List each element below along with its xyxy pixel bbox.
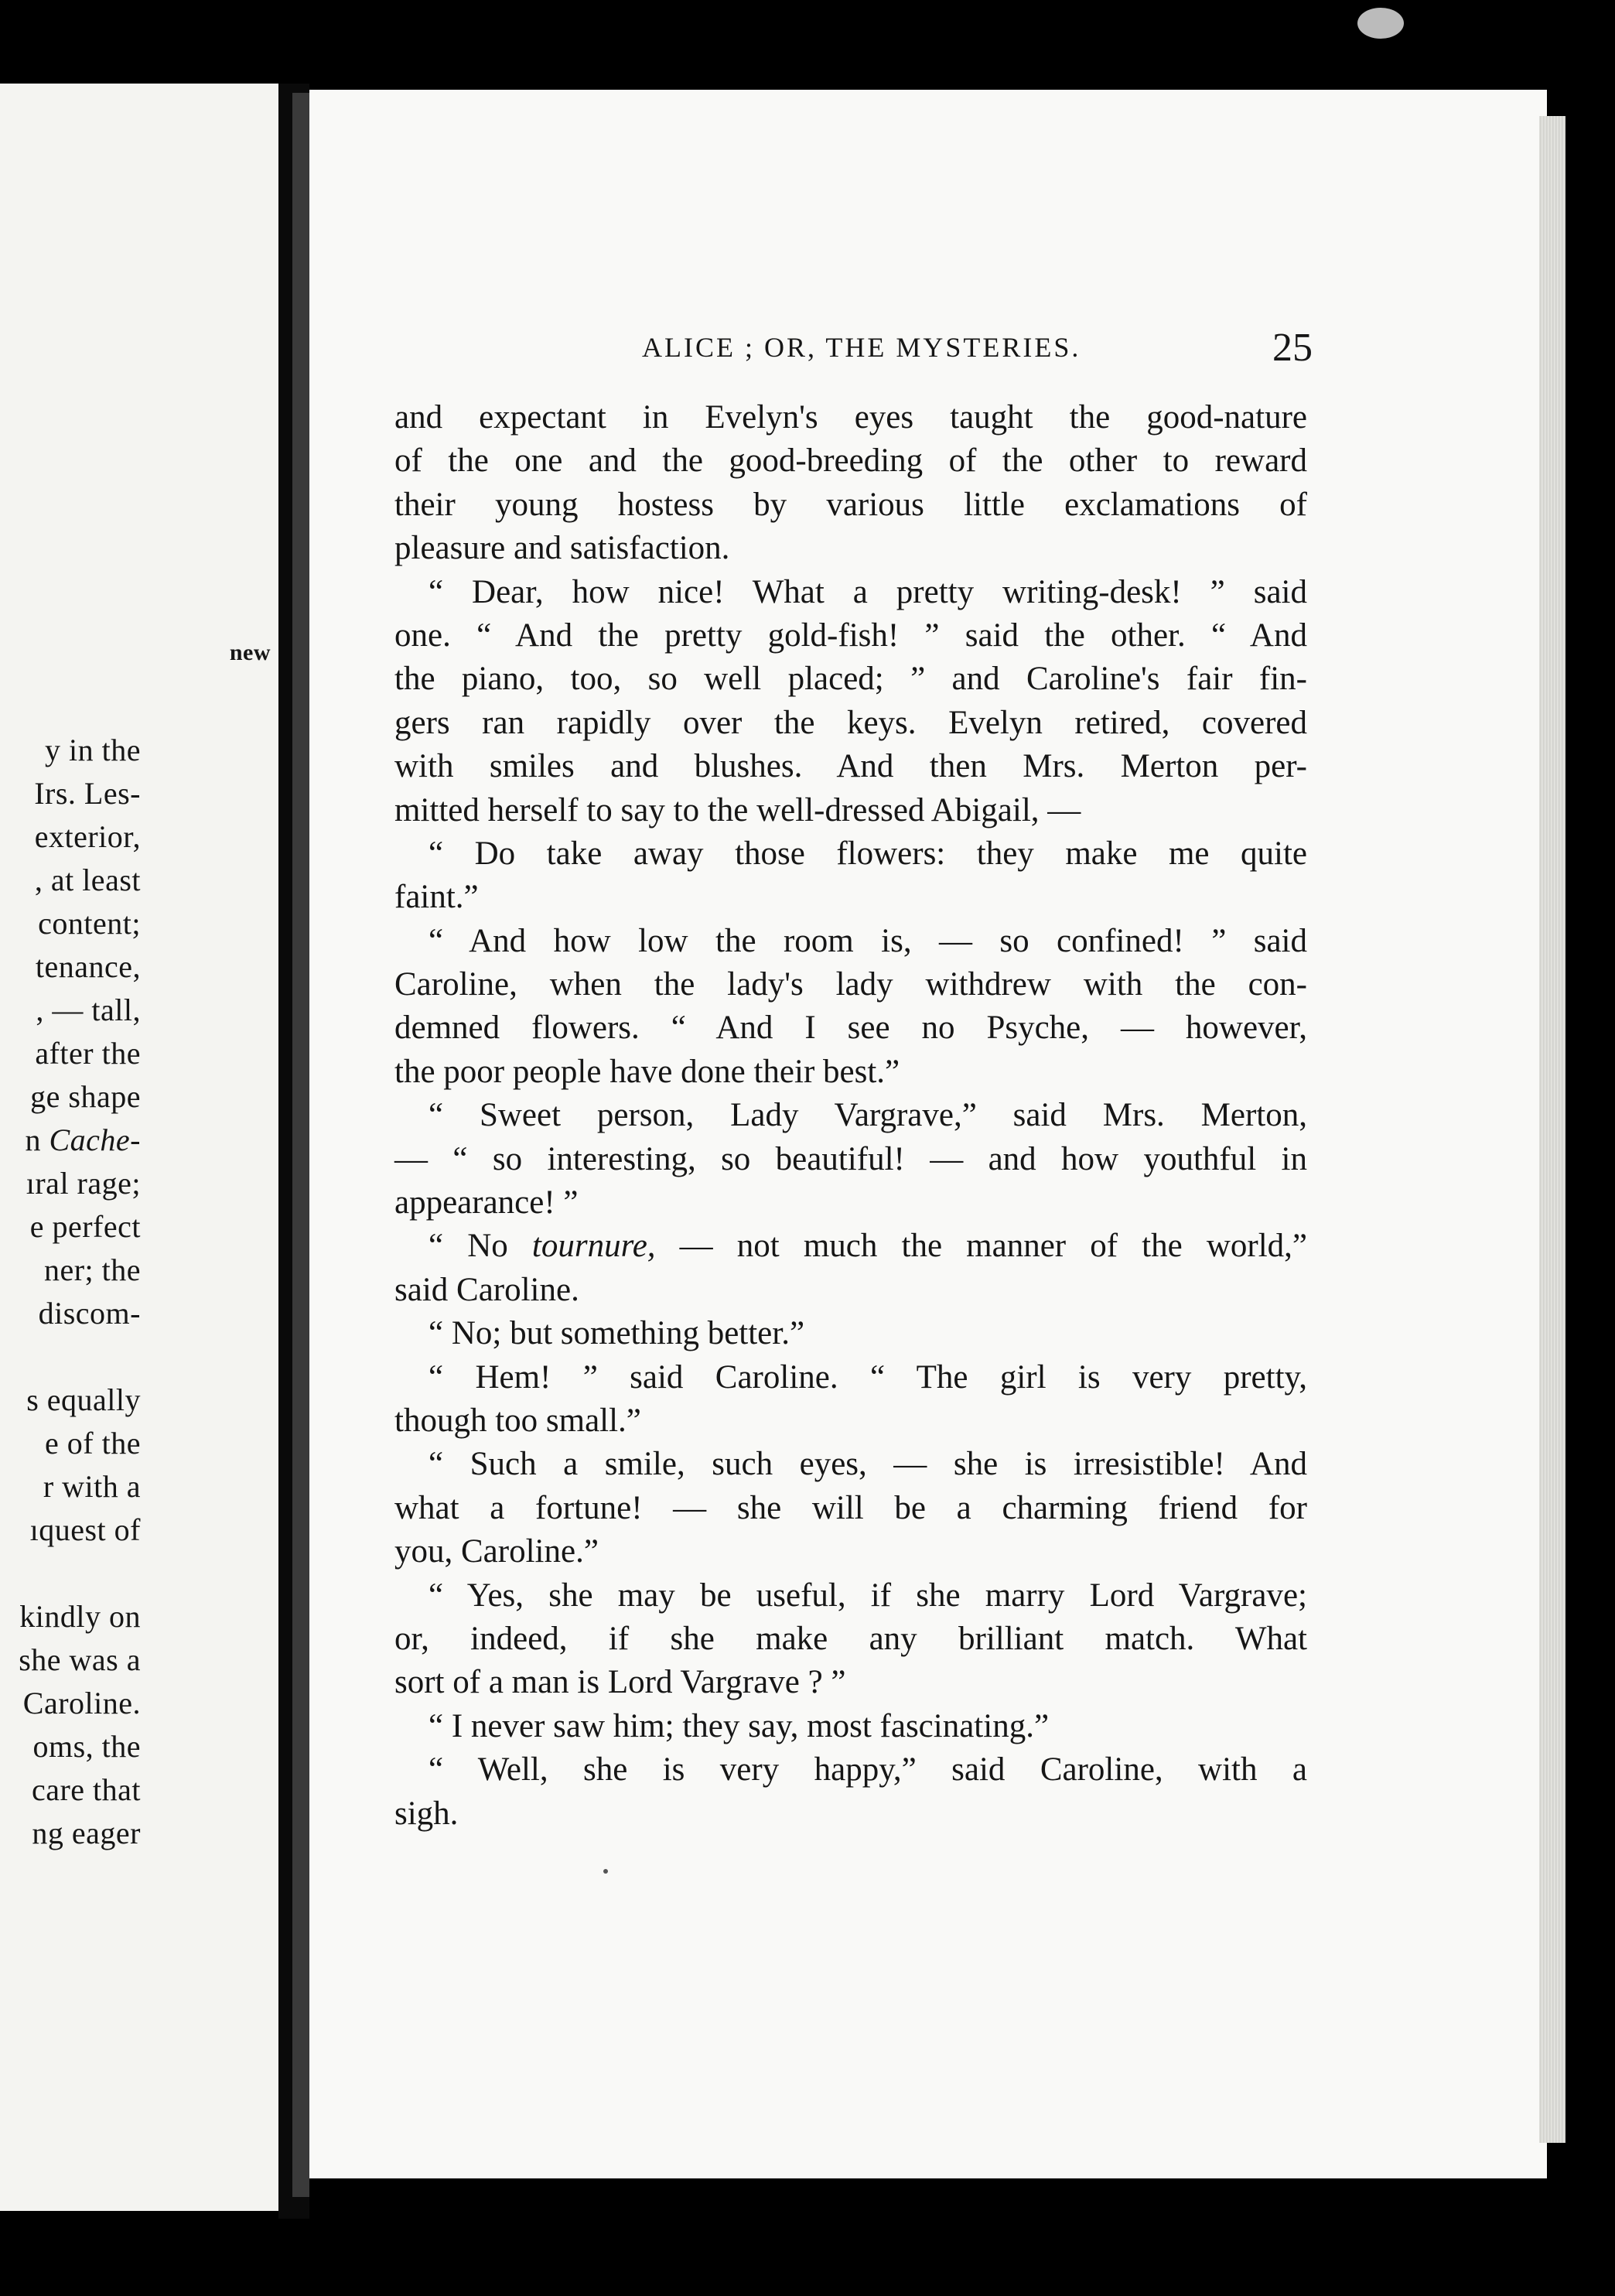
left-page-line: ge shape	[30, 1079, 141, 1114]
text-line: the poor people have done their best.”	[394, 1053, 900, 1090]
left-page-line: y in the	[45, 733, 141, 767]
text-line: “ Sweet person, Lady Vargrave,” said Mrs. Merton,	[429, 1097, 1307, 1134]
page-edge	[1539, 116, 1565, 2143]
left-page-line: new	[229, 640, 271, 665]
scan-speck	[603, 1869, 608, 1874]
left-page-line: r with a	[43, 1469, 141, 1504]
left-page-line: Irs. Les-	[34, 776, 141, 811]
left-page-line: ıquest of	[29, 1512, 141, 1547]
text-line: one. “ And the pretty gold-fish! ” said the other. “ And	[394, 617, 1307, 654]
text-line: “ Yes, she may be useful, if she marry Lord Vargrave;	[429, 1577, 1307, 1614]
text-line: “ No tournure, — not much the manner of the world,”	[429, 1228, 1307, 1265]
left-page-line: , — tall,	[36, 993, 141, 1027]
left-page-line: oms, the	[32, 1729, 141, 1764]
left-page-line: e perfect	[29, 1209, 141, 1244]
text-line: the piano, too, so well placed; ” and Caroline's fair fin-	[394, 661, 1307, 698]
text-line: “ I never saw him; they say, most fascinating.”	[429, 1707, 1050, 1744]
text-line: sort of a man is Lord Vargrave ? ”	[394, 1664, 846, 1701]
left-page-line: n Cache-	[25, 1122, 141, 1157]
left-page-line: ner; the	[43, 1252, 141, 1287]
text-line: what a fortune! — she will be a charming friend for	[394, 1489, 1307, 1526]
text-line: “ Hem! ” said Caroline. “ The girl is very pretty,	[429, 1358, 1307, 1396]
left-page-line: Caroline.	[22, 1686, 141, 1720]
scan-speck	[1357, 8, 1404, 39]
left-page-line: exterior,	[34, 819, 141, 854]
left-page-line: ıral rage;	[26, 1166, 141, 1201]
text-line: “ Dear, how nice! What a pretty writing-desk! ” said	[429, 573, 1307, 610]
text-line: appearance! ”	[394, 1184, 579, 1221]
text-line: pleasure and satisfaction.	[394, 530, 730, 567]
left-page-line: care that	[31, 1772, 141, 1807]
book-gutter-shadow	[292, 93, 309, 2197]
text-line: their young hostess by various little exclamations of	[394, 486, 1307, 523]
text-line: or, indeed, if she make any brilliant match. What	[394, 1620, 1307, 1657]
running-head: ALICE ; OR, THE MYSTERIES.	[642, 332, 1081, 363]
text-line: “ Well, she is very happy,” said Caroline, with a	[429, 1751, 1307, 1789]
text-line: “ And how low the room is, — so confined! ” said	[429, 922, 1307, 959]
left-page-line: content;	[38, 906, 141, 941]
text-line: and expectant in Evelyn's eyes taught the good-nature	[394, 399, 1307, 436]
text-line: — “ so interesting, so beautiful! — and how youthful in	[394, 1140, 1307, 1177]
page-number: 25	[1272, 326, 1313, 370]
text-line: “ Do take away those flowers: they make me quite	[429, 835, 1307, 872]
text-line: “ Such a smile, such eyes, — she is irresistible! And	[429, 1446, 1307, 1483]
left-page-line: tenance,	[35, 949, 141, 984]
body-text	[394, 396, 1307, 1836]
text-line: faint.”	[394, 879, 479, 916]
text-line: mitted herself to say to the well-dressed Abigail, —	[394, 791, 1081, 829]
left-page-line: ng eager	[32, 1816, 141, 1850]
text-line: sigh.	[394, 1795, 459, 1832]
text-line: said Caroline.	[394, 1271, 579, 1308]
text-line: demned flowers. “ And I see no Psyche, — however,	[394, 1010, 1307, 1047]
left-page-line: , at least	[34, 863, 141, 897]
left-page-line: e of the	[45, 1426, 141, 1461]
left-facing-page	[0, 84, 278, 2211]
text-line: “ No; but something better.”	[429, 1315, 805, 1352]
left-page-line: kindly on	[19, 1599, 141, 1634]
left-page-line: after the	[35, 1036, 141, 1071]
text-line: with smiles and blushes. And then Mrs. Merton per-	[394, 748, 1307, 785]
left-page-line: she was a	[19, 1642, 141, 1677]
text-line: you, Caroline.”	[394, 1533, 599, 1570]
left-page-line: s equally	[26, 1382, 141, 1417]
text-line: Caroline, when the lady's lady withdrew with the con-	[394, 966, 1307, 1003]
left-page-line: discom-	[38, 1296, 141, 1331]
text-line: gers ran rapidly over the keys. Evelyn retired, covered	[394, 704, 1307, 741]
text-line: of the one and the good-breeding of the other to reward	[394, 442, 1307, 480]
text-line: though too small.”	[394, 1402, 641, 1439]
